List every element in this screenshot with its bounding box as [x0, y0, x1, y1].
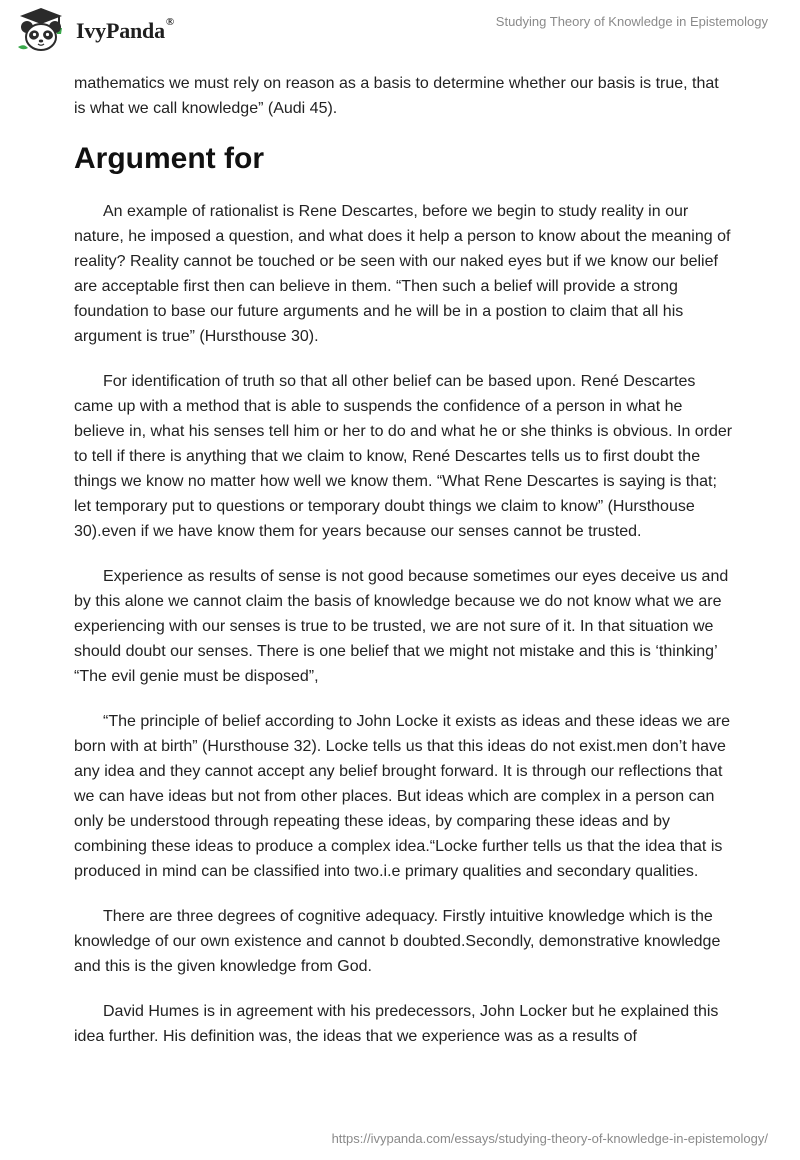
section-heading: Argument for: [74, 142, 264, 175]
paragraph-3: Experience as results of sense is not good because sometimes our eyes deceive us and by this alone we cannot claim the basis of knowledge because we do not know what we are experiencing with our senses is true to be trusted, we are not sure of it. In that situation we should doubt our senses. There is one belief that we might not mistake and this is ‘thinking’ “The evil genie must be disposed”,: [74, 568, 729, 685]
paragraph-2: For identification of truth so that all other belief can be based upon. René Descartes came up with a method that is able to suspends the confidence of a person in what he believe in, what his senses tell him or her to do and what he or she thinks is obvious. In order to tell if there is anything that we claim to know, René Descartes tells us to first doubt the things we know no matter how well we know them. “What Rene Descartes is saying is that; let temporary put to questions or temporary doubt things we claim to know” (Hursthouse 30).even if we have know them for years because our senses cannot be trusted.: [74, 373, 733, 540]
document-title: Studying Theory of Knowledge in Epistemology: [495, 14, 768, 29]
article-body: [74, 71, 734, 1069]
source-url[interactable]: https://ivypanda.com/essays/studying-theory-of-knowledge-in-epistemology/: [331, 1131, 768, 1146]
paragraph-1: An example of rationalist is Rene Descartes, before we begin to study reality in our nature, he imposed a question, and what does it help a person to know about the meaning of reality? Reality cannot be touched or be seen with our naked eyes but if we know our belief are acceptable first then can believe in them. “Then such a belief will provide a strong foundation to base our future arguments and he will be in a postion to claim that all his argument is true” (Hursthouse 30).: [74, 203, 731, 345]
paragraph-4: “The principle of belief according to John Locke it exists as ideas and these ideas we are born with at birth” (Hursthouse 32). Locke tells us that this ideas do not exist.men don’t have any idea and they cannot accept any belief brought forward. It is through our reflections that we can have ideas but not from other places. But ideas which are complex in a person can only be understood through repeating these ideas, by comparing these ideas and by combining these ideas to produce a complex idea.“Locke further tells us that the idea that is produced in mind can be classified into two.i.e primary qualities and secondary qualities.: [74, 713, 731, 880]
panda-logo-icon: [14, 7, 70, 53]
paragraph-6: David Humes is in agreement with his predecessors, John Locker but he explained this idea further. His definition was, the ideas that we experience was as a results of: [74, 1003, 719, 1045]
page-header: [0, 0, 800, 64]
paragraph-5: There are three degrees of cognitive adequacy. Firstly intuitive knowledge which is the knowledge of our own existence and cannot b doubted.Secondly, demonstrative knowledge and this is the given knowledge from God.: [74, 908, 721, 975]
intro-continuation-paragraph: mathematics we must rely on reason as a basis to determine whether our basis is true, that is what we call knowledge” (Audi 45).: [74, 75, 719, 117]
logo-text: IvyPanda®: [76, 16, 174, 43]
site-logo[interactable]: [14, 7, 174, 53]
